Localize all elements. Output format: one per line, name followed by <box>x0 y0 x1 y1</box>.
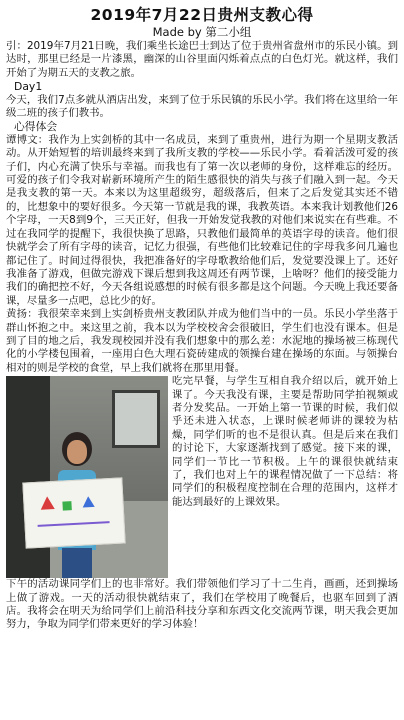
section-label: 心得体会 <box>14 120 58 134</box>
reflection-paragraph-1: 谭博文：我作为上实剑桥的其中一名成员，来到了重贵州，进行为期一个星期支教活动。从开始短暂的培训最终来到了我所支教的学校——乐民小学。看着活泼可爱的孩子们，内心充满了快乐与幸福。而我也有了第一次以老师的身份，这样难忘的经历。可爱的孩子们令我对崭新环境所产生的陌生感很快的消失与孩子们融入到一起。今天是我支教的第一天。本来以为这里超级穷，超级落后，但来了之后发觉其实还不错的，比想象中的要好很多。今天第一节就是我的课，我教英语。本来我计划教他们26个字母，一天8到9个，三天正好，但我一开始发觉我教的对他们来说实在有些难。不过在我同学的提醒下，我很快换了思路，只教他们最简单的英语字母的读音。他们很快就学会了所有字母的读音，记忆力很强，有些他们比较难记住的字母我多问几遍也都记住了。时间过得很快，我把准备好的字母歌教给他们后，发觉要没课上了。还好我准备了游戏，但做完游戏下课后想到我这周还有两节课，上啥呀？他们的接受能力我们的确把控不好，今天各组说感想的时候有很多都是这个问题。今天晚上我还要备课，尽量多一点吧，总比少的好。 <box>6 133 398 307</box>
drawing-paper <box>22 478 125 549</box>
day-paragraph: 今天，我们7点多就从酒店出发，来到了位于乐民镇的乐民小学。我们将在这里给一年级二班的孩子们教书。 <box>6 93 398 120</box>
intro-paragraph: 引：2019年7月21日晚，我们乘坐长途巴士到达了位于贵州省盘州市的乐民小镇。到达时，那里已经是一片漆黑，幽深的山谷里面闪烁着点点的白色灯光。就这样，我们开始了为期五天的支教之旅。 <box>6 40 398 79</box>
reflection-paragraph-3: 吃完早餐，与学生互相自我介绍以后，就开始上课了。今天我没有课，主要是帮助同学拍视频或者分发奖品。一开始上第一节课的时候，我们似乎还未进入状态，上课时候老师讲的课较为枯燥，同学们听的也不是很认真。但是后来在我们的讨论下，大家逐渐找到了感觉。接下来的课，同学们一节比一节积极。上午的课很快就结束了，我们也对上午的课程情况做了一下总结：将同学们的积极程度控制在合理的范围内，这样才能达到最好的上课效果。 <box>172 375 398 508</box>
article-title: 2019年7月22日贵州支教心得 <box>90 6 314 24</box>
photo-text-block <box>6 375 398 578</box>
reflection-paragraph-2: 黄扬：我很荣幸来到上实剑桥贵州支教团队并成为他们当中的一员。乐民小学坐落于群山怀抱之中。来这里之前，我本以为学校校舍会很破旧，学生们也没有课本。但是到了目的地之后，我发现校园并没有我们想象中的那么差：水泥地的操场被三栋现代化的小学楼包围着，一座用白色大理石瓷砖建成的领操台建在操场的东面。与领操台相对的则是学校的食堂，早上我们就将在那里用餐。 <box>6 308 398 374</box>
student-photo <box>6 376 168 578</box>
day-label: Day1 <box>14 80 43 94</box>
author-byline: Made by 第二小组 <box>152 25 252 39</box>
reflection-paragraph-4: 下午的活动课同学们上的也非常好。我们带领他们学习了十二生肖，画画，还到操场上做了游戏。一天的活动很快就结束了，我们在学校用了晚餐后，也驱车回到了酒店。我将会在明天为给同学们上前沿科技分享和东西文化交流两节课，明天我会更加努力，争取为同学们带来更好的学习体验！ <box>6 578 398 631</box>
